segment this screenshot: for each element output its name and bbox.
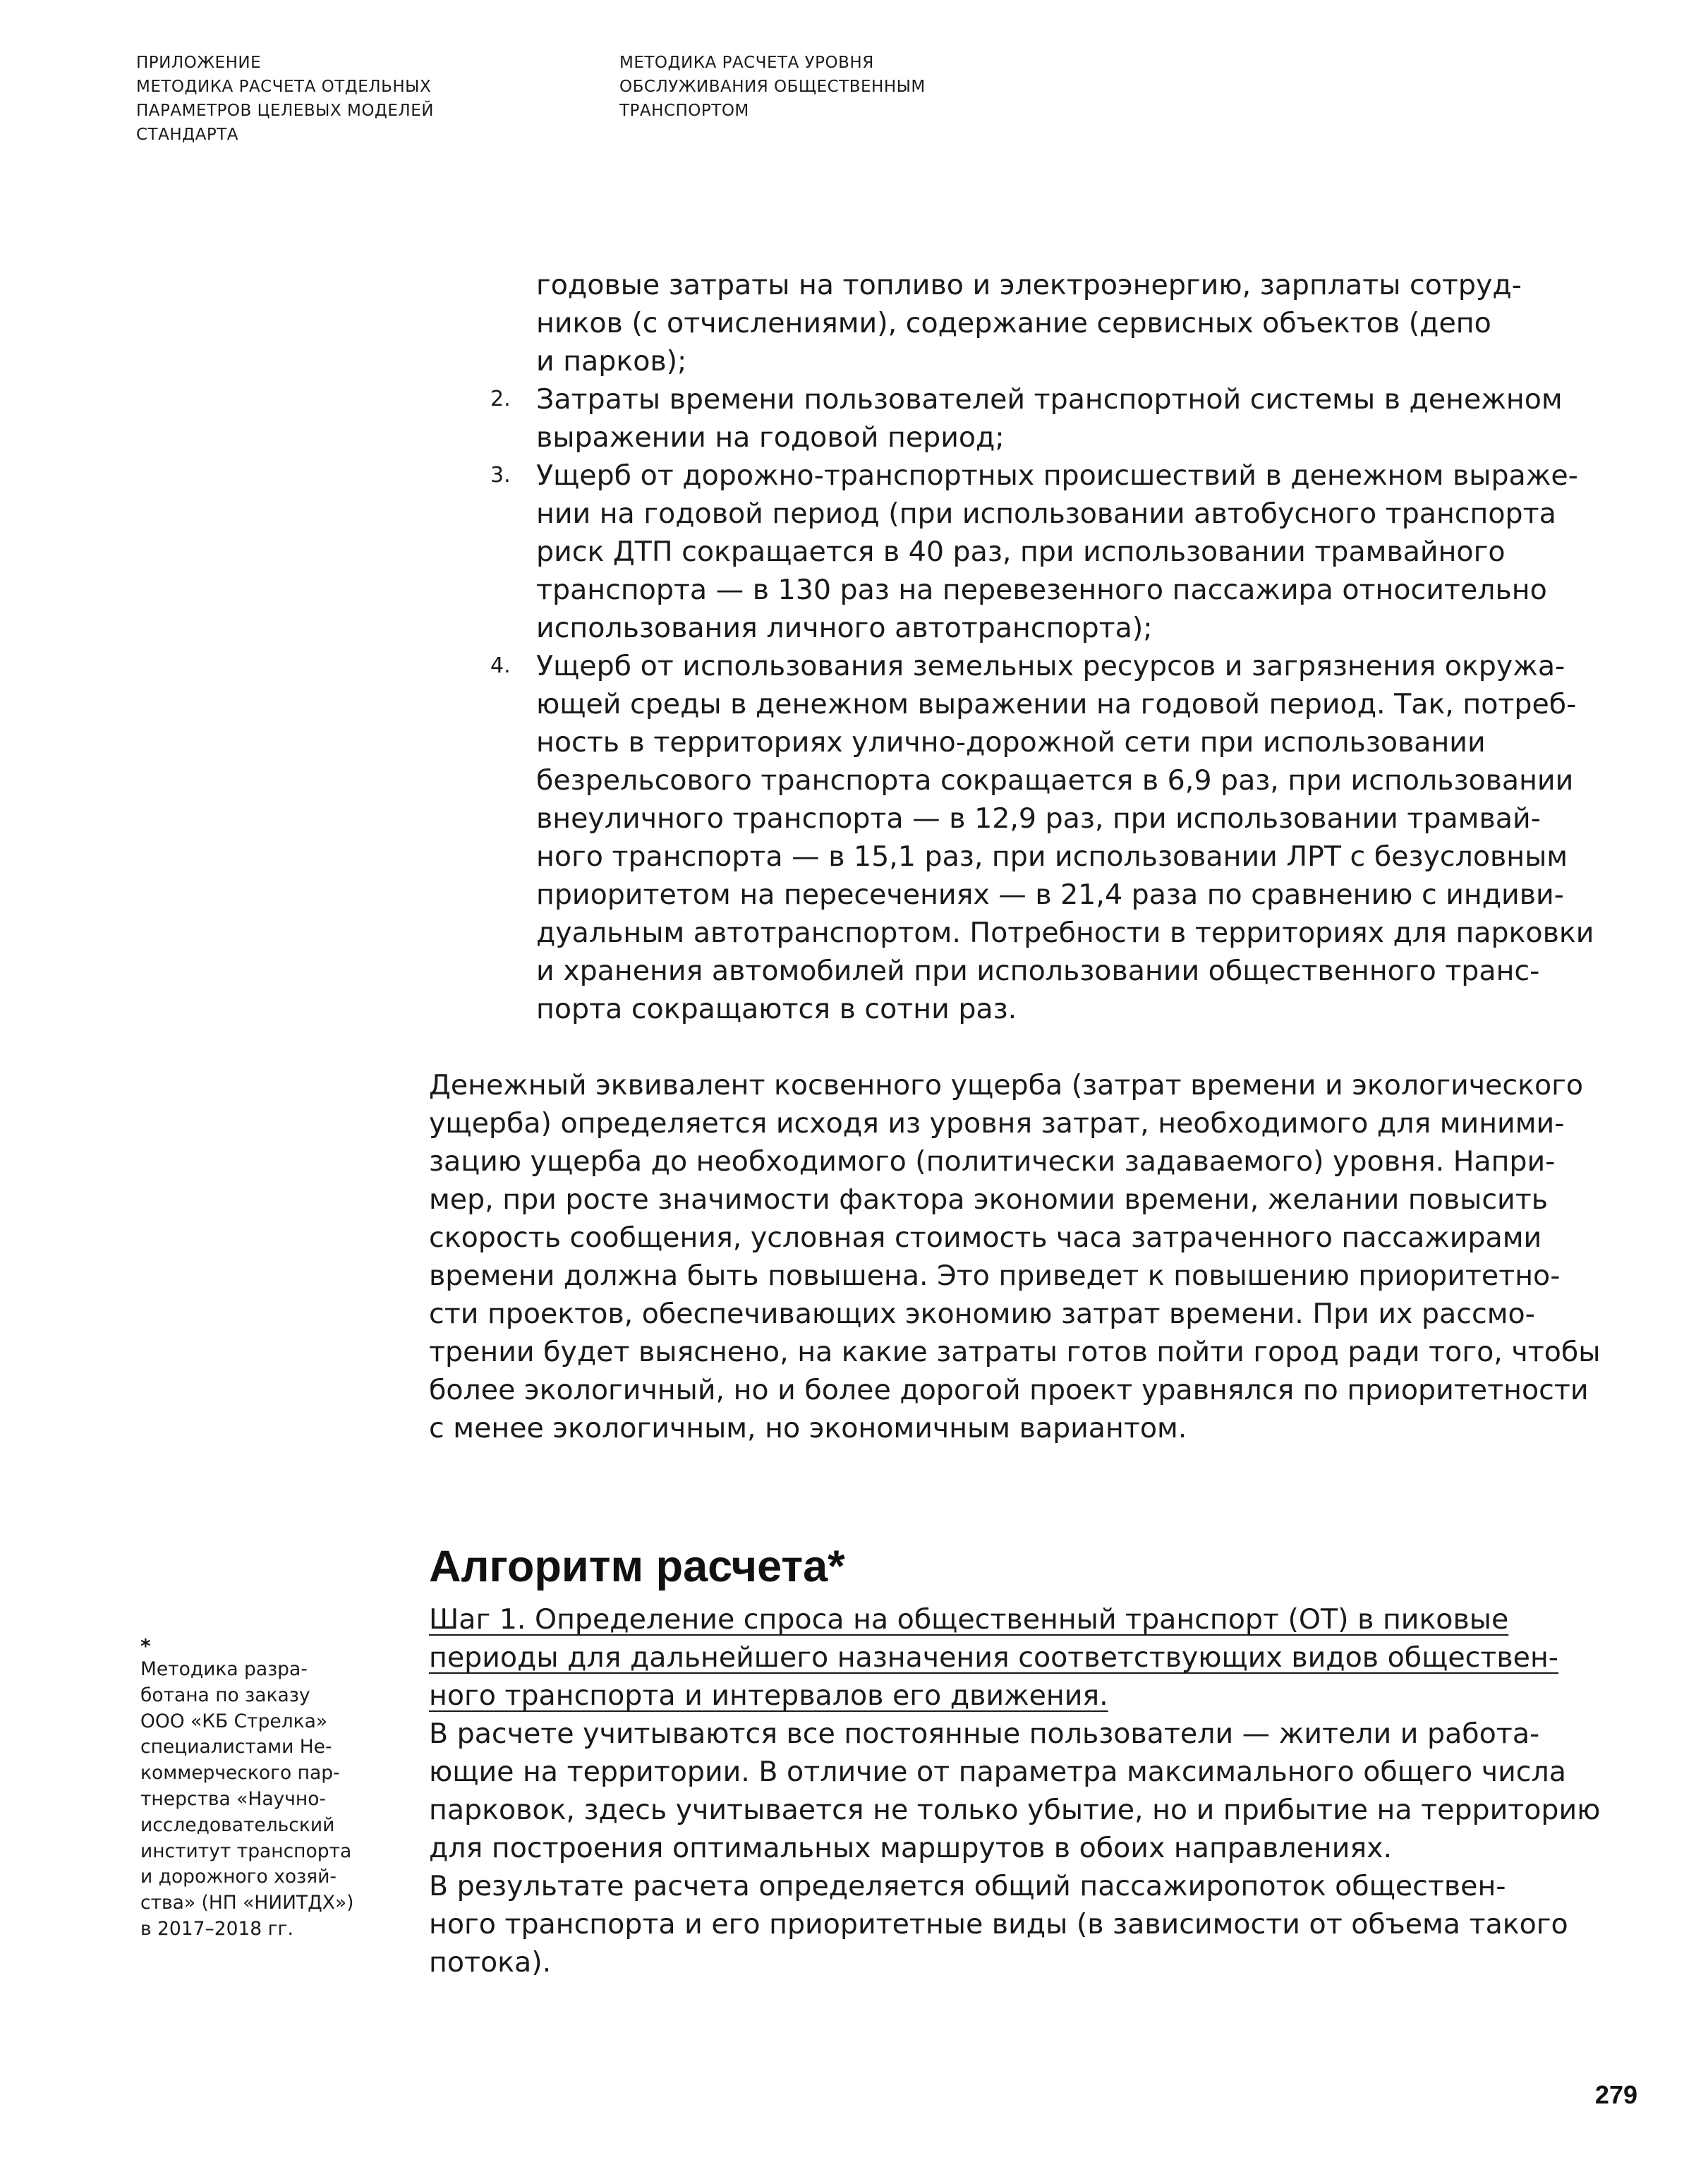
header-line: ПАРАМЕТРОВ ЦЕЛЕВЫХ МОДЕЛЕЙ [136,102,434,120]
numbered-list-item-4 [490,647,1594,1028]
text-line: ного транспорта и его приоритетные виды (в зависимости от объема такого [429,1908,1568,1940]
text-line: более экологичный, но и более дорогой проект уравнялся по приоритетности [429,1374,1589,1406]
footnote-line: институт транспорта [140,1840,352,1862]
body-paragraph [429,1867,1568,1981]
list-item [490,457,1578,647]
body-paragraph [429,1715,1600,1867]
body-paragraph [429,1066,1600,1447]
text-line: В результате расчета определяется общий пассажиропоток обществен- [429,1870,1506,1902]
list-item-number: 3. [490,463,511,488]
footnote-line: специалистами Не- [140,1736,332,1758]
footnote-line: коммерческого пар- [140,1762,340,1785]
footnote-line: в 2017–2018 гг. [140,1917,293,1940]
text-line: ников (с отчислениями), содержание сервисных объектов (депо [536,307,1491,339]
text-line: времени должна быть повышена. Это приведет к повышению приоритетно- [429,1260,1561,1292]
footnote-line: Методика разра- [140,1658,308,1680]
text-line: безрельсового транспорта сокращается в 6,9 раз, при использовании [536,764,1574,797]
footnote-line: ства» (НП «НИИТДХ») [140,1892,354,1914]
text-line: трении будет выяснено, на какие затраты готов пойти город ради того, чтобы [429,1336,1601,1368]
list-item-number: 4. [490,653,511,678]
footnote-sidenote [140,1636,354,1943]
text-line: ущерба) определяется исходя из уровня затрат, необходимого для миними- [429,1107,1565,1140]
header-line: ТРАНСПОРТОМ [619,102,749,120]
text-line: и хранения автомобилей при использовании общественного транс- [536,955,1540,987]
text-line: потока). [429,1946,552,1979]
numbered-list-item-3 [490,457,1578,647]
text-line: и парков); [536,345,687,378]
section-heading: Алгоритм расчета* [429,1542,845,1591]
list-continuation [536,266,1522,380]
text-line: периоды для дальнейшего назначения соответствующих видов обществен- [429,1641,1559,1674]
text-line: риск ДТП сокращается в 40 раз, при использовании трамвайного [536,536,1506,568]
text-line: мер, при росте значимости фактора экономии времени, желании повысить [429,1183,1548,1216]
list-item [490,380,1563,457]
page-number: 279 [1594,2080,1637,2109]
text-line: ющей среды в денежном выражении на годовой период. Так, потреб- [536,688,1577,720]
header-line: МЕТОДИКА РАСЧЕТА УРОВНЯ [619,54,874,72]
text-line: ного транспорта и интервалов его движения. [429,1679,1108,1712]
text-line: использования личного автотранспорта); [536,612,1153,644]
header-line: СТАНДАРТА [136,126,238,144]
text-line: транспорта — в 130 раз на перевезенного пассажира относительно [536,574,1547,606]
running-header-right [619,51,926,123]
step-1-subheading [429,1600,1558,1715]
text-line: Ущерб от дорожно-транспортных происшествий в денежном выраже- [536,459,1578,492]
text-line: Затраты времени пользователей транспортной системы в денежном [536,383,1563,416]
list-item [490,647,1594,1028]
text-line: выражении на годовой период; [536,421,1005,454]
text-line: годовые затраты на топливо и электроэнергию, зарплаты сотруд- [536,269,1522,301]
header-line: ПРИЛОЖЕНИЕ [136,54,262,72]
text-line: ющие на территории. В отличие от параметра максимального общего числа [429,1756,1566,1788]
footnote-line: ботана по заказу [140,1684,310,1706]
text-line: для построения оптимальных маршрутов в обоих направлениях. [429,1832,1393,1864]
text-line: порта сокращаются в сотни раз. [536,993,1017,1025]
numbered-list-item-2 [490,380,1563,457]
text-line: В расчете учитываются все постоянные пользователи — жители и работа- [429,1718,1540,1750]
text-line: ность в территориях улично-дорожной сети при использовании [536,726,1486,759]
list-item-number: 2. [490,387,511,411]
header-line: МЕТОДИКА РАСЧЕТА ОТДЕЛЬНЫХ [136,78,432,96]
footnote-line: исследовательский [140,1813,335,1836]
footnote-line: ООО «КБ Стрелка» [140,1710,328,1732]
text-line: внеуличного транспорта — в 12,9 раз, при использовании трамвай- [536,802,1541,835]
footnote-line: и дорожного хозяй- [140,1866,337,1888]
text-line: с менее экологичным, но экономичным вариантом. [429,1412,1187,1444]
text-line: Денежный эквивалент косвенного ущерба (затрат времени и экологического [429,1069,1584,1101]
header-line: ОБСЛУЖИВАНИЯ ОБЩЕСТВЕННЫМ [619,78,926,96]
footnote-line: тнерства «Научно- [140,1787,326,1810]
text-line: нии на годовой период (при использовании автобусного транспорта [536,497,1556,530]
text-line: Ущерб от использования земельных ресурсов и загрязнения окружа- [536,650,1565,682]
text-line: парковок, здесь учитывается не только убытие, но и прибытие на территорию [429,1794,1601,1826]
text-line: дуальным автотранспортом. Потребности в территориях для парковки [536,917,1594,949]
text-line: зацию ущерба до необходимого (политически задаваемого) уровня. Напри- [429,1145,1556,1178]
text-line: скорость сообщения, условная стоимость часа затраченного пассажирами [429,1221,1542,1254]
footnote-asterisk: * [140,1634,151,1658]
text-line: ного транспорта — в 15,1 раз, при использовании ЛРТ с безусловным [536,840,1568,873]
text-line: сти проектов, обеспечивающих экономию затрат времени. При их рассмо- [429,1298,1535,1330]
text-line: приоритетом на пересечениях — в 21,4 раза по сравнению с индиви- [536,879,1564,911]
running-header-left [136,51,434,147]
text-line: Шаг 1. Определение спроса на общественный транспорт (ОТ) в пиковые [429,1603,1509,1636]
